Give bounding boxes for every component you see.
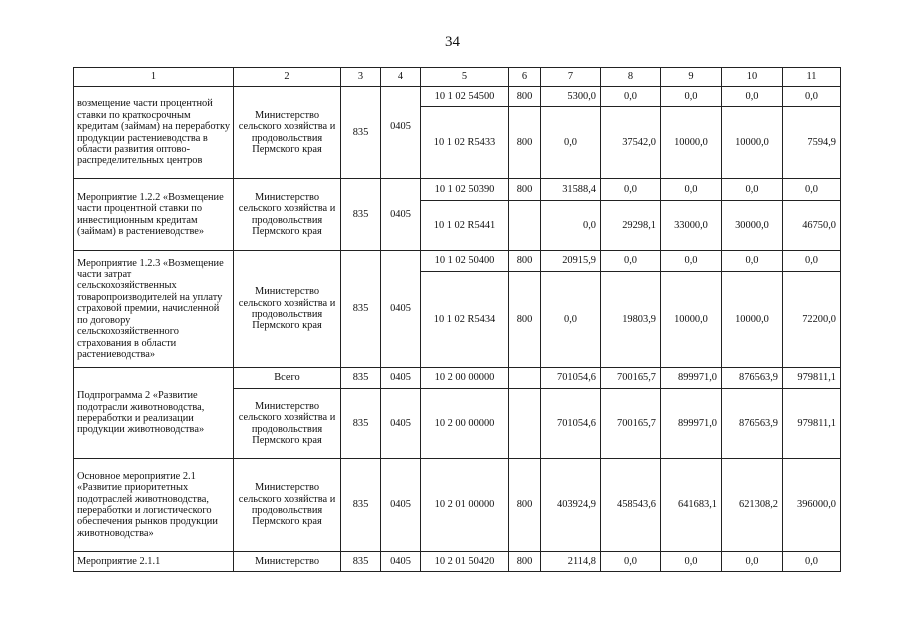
amount-9: 641683,1	[661, 459, 722, 552]
amount-7: 0,0	[541, 272, 601, 368]
expense-type: 800	[509, 107, 541, 179]
amount-10: 0,0	[722, 179, 783, 201]
table-row	[74, 87, 841, 107]
column-header: 2	[234, 68, 341, 87]
amount-8: 19803,9	[601, 272, 661, 368]
amount-9: 10000,0	[661, 107, 722, 179]
amount-10: 10000,0	[722, 272, 783, 368]
amount-11: 0,0	[783, 251, 841, 272]
column-header: 9	[661, 68, 722, 87]
amount-9: 899971,0	[661, 389, 722, 459]
grbs-code: 835	[341, 459, 381, 552]
table-row	[74, 552, 841, 572]
page-number: 34	[445, 34, 460, 50]
section-code: 0405	[381, 552, 421, 572]
amount-10: 621308,2	[722, 459, 783, 552]
section-code: 0405	[381, 459, 421, 552]
amount-10: 10000,0	[722, 107, 783, 179]
target-code: 10 1 02 R5433	[421, 107, 509, 179]
expense-type: 800	[509, 459, 541, 552]
target-code: 10 2 01 50420	[421, 552, 509, 572]
section-code: 0405	[381, 87, 421, 179]
amount-7: 701054,6	[541, 389, 601, 459]
amount-11: 979811,1	[783, 389, 841, 459]
activity-name: возмещение части процентной ставки по краткосрочным кредитам (займам) на переработку продукции растениеводства в области развития оптово-распределительных центров	[74, 87, 234, 179]
activity-name: Мероприятие 2.1.1	[74, 552, 234, 572]
amount-8: 0,0	[601, 179, 661, 201]
amount-7: 31588,4	[541, 179, 601, 201]
amount-10: 0,0	[722, 552, 783, 572]
executor: Министерство сельского хозяйства и продовольствия Пермского края	[234, 87, 341, 179]
expense-type: 800	[509, 251, 541, 272]
grbs-code: 835	[341, 179, 381, 251]
amount-9: 33000,0	[661, 201, 722, 251]
executor: Министерство сельского хозяйства и продовольствия Пермского края	[234, 179, 341, 251]
column-header: 11	[783, 68, 841, 87]
executor: Министерство	[234, 552, 341, 572]
target-code: 10 1 02 50390	[421, 179, 509, 201]
target-code: 10 2 00 00000	[421, 368, 509, 389]
amount-8: 0,0	[601, 251, 661, 272]
table-row	[74, 179, 841, 201]
amount-11: 46750,0	[783, 201, 841, 251]
column-header: 8	[601, 68, 661, 87]
subprogram-name: Подпрограмма 2 «Развитие подотрасли животноводства, переработки и реализации продукции животноводства»	[74, 368, 234, 459]
amount-8: 700165,7	[601, 389, 661, 459]
section-code: 0405	[381, 389, 421, 459]
amount-11: 0,0	[783, 179, 841, 201]
amount-10: 0,0	[722, 251, 783, 272]
column-header: 4	[381, 68, 421, 87]
amount-10: 876563,9	[722, 368, 783, 389]
amount-10: 30000,0	[722, 201, 783, 251]
amount-11: 0,0	[783, 87, 841, 107]
expense-type: 800	[509, 87, 541, 107]
expense-type: 800	[509, 272, 541, 368]
executor: Министерство сельского хозяйства и продовольствия Пермского края	[234, 389, 341, 459]
executor: Министерство сельского хозяйства и продовольствия Пермского края	[234, 251, 341, 368]
expense-type	[509, 201, 541, 251]
amount-7: 2114,8	[541, 552, 601, 572]
column-header: 10	[722, 68, 783, 87]
amount-9: 899971,0	[661, 368, 722, 389]
amount-11: 7594,9	[783, 107, 841, 179]
amount-9: 0,0	[661, 552, 722, 572]
section-code: 0405	[381, 368, 421, 389]
section-code: 0405	[381, 251, 421, 368]
amount-8: 29298,1	[601, 201, 661, 251]
amount-9: 0,0	[661, 87, 722, 107]
table-row	[74, 251, 841, 272]
column-header: 6	[509, 68, 541, 87]
amount-8: 37542,0	[601, 107, 661, 179]
grbs-code: 835	[341, 368, 381, 389]
activity-name: Основное мероприятие 2.1 «Развитие приоритетных подотраслей животноводства, переработки и логистического обеспечения рынков продукции животноводства»	[74, 459, 234, 552]
column-header: 1	[74, 68, 234, 87]
grbs-code: 835	[341, 552, 381, 572]
amount-11: 0,0	[783, 552, 841, 572]
column-header: 7	[541, 68, 601, 87]
amount-11: 72200,0	[783, 272, 841, 368]
amount-7: 701054,6	[541, 368, 601, 389]
amount-9: 0,0	[661, 179, 722, 201]
amount-7: 403924,9	[541, 459, 601, 552]
amount-7: 20915,9	[541, 251, 601, 272]
amount-9: 10000,0	[661, 272, 722, 368]
column-header: 5	[421, 68, 509, 87]
amount-8: 700165,7	[601, 368, 661, 389]
amount-10: 876563,9	[722, 389, 783, 459]
column-header: 3	[341, 68, 381, 87]
grbs-code: 835	[341, 389, 381, 459]
expense-type: 800	[509, 552, 541, 572]
amount-10: 0,0	[722, 87, 783, 107]
column-number-row	[74, 68, 841, 87]
activity-name: Мероприятие 1.2.2 «Возмещение части процентной ставки по инвестиционным кредитам (займам) в растениеводстве»	[74, 179, 234, 251]
amount-8: 0,0	[601, 87, 661, 107]
amount-7: 5300,0	[541, 87, 601, 107]
grbs-code: 835	[341, 251, 381, 368]
target-code: 10 1 02 50400	[421, 251, 509, 272]
expense-type: 800	[509, 179, 541, 201]
target-code: 10 1 02 R5441	[421, 201, 509, 251]
activity-name: Мероприятие 1.2.3 «Возмещение части затрат сельскохозяйственных товаропроизводителей на уплату страховой премии, начисленной по договору сельскохозяйственного страхования в области растениеводства»	[74, 251, 234, 368]
table-row	[74, 368, 841, 389]
target-code: 10 1 02 R5434	[421, 272, 509, 368]
grbs-code: 835	[341, 87, 381, 179]
budget-table	[73, 67, 841, 572]
amount-8: 0,0	[601, 552, 661, 572]
target-code: 10 2 01 00000	[421, 459, 509, 552]
table-row	[74, 459, 841, 552]
expense-type	[509, 368, 541, 389]
target-code: 10 2 00 00000	[421, 389, 509, 459]
amount-11: 979811,1	[783, 368, 841, 389]
target-code: 10 1 02 54500	[421, 87, 509, 107]
executor: Министерство сельского хозяйства и продовольствия Пермского края	[234, 459, 341, 552]
amount-7: 0,0	[541, 201, 601, 251]
expense-type	[509, 389, 541, 459]
amount-8: 458543,6	[601, 459, 661, 552]
amount-9: 0,0	[661, 251, 722, 272]
total-label: Всего	[234, 368, 341, 389]
amount-11: 396000,0	[783, 459, 841, 552]
amount-7: 0,0	[541, 107, 601, 179]
section-code: 0405	[381, 179, 421, 251]
